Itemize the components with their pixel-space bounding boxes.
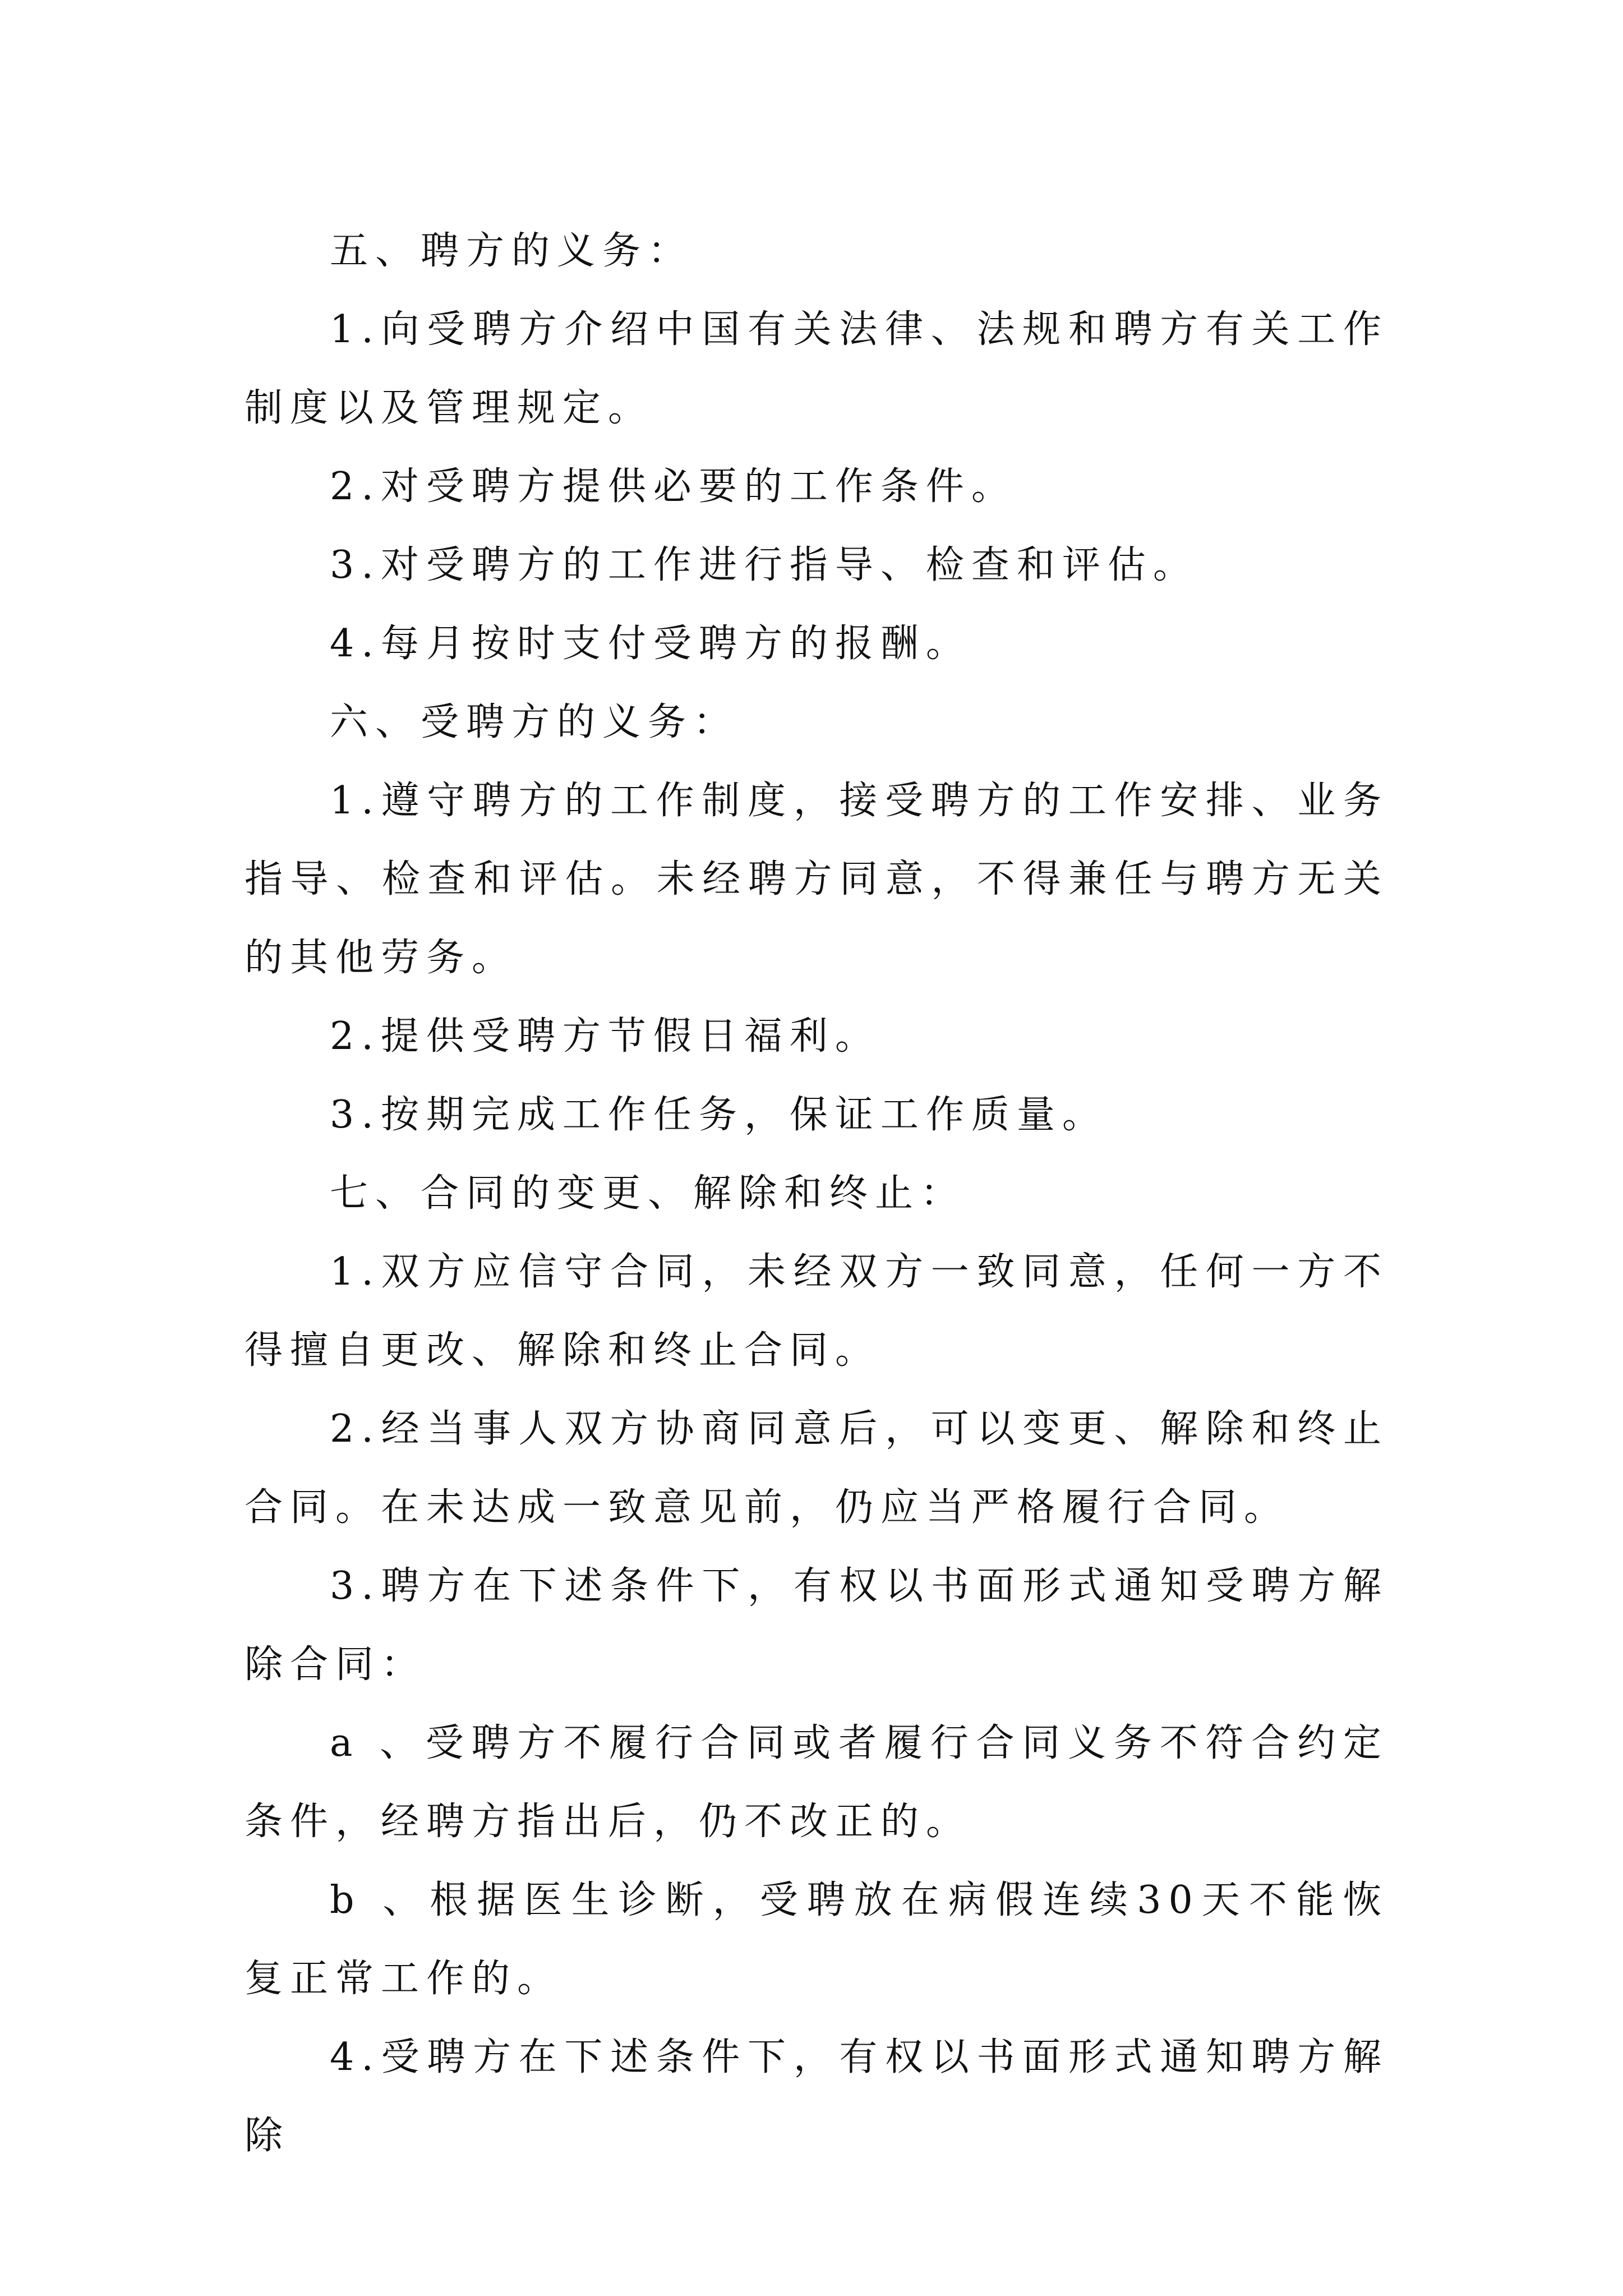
clause-paragraph: 2.对受聘方提供必要的工作条件。: [330, 464, 1017, 509]
clause-paragraph: 4.受聘方在下述条件下，有权以书面形式通知聘方解除: [245, 2035, 1389, 2158]
clause-paragraph: 1.遵守聘方的工作制度，接受聘方的工作安排、业务指导、检查和评估。未经聘方同意，不得兼任与聘方无关的其他劳务。: [245, 779, 1389, 980]
clause-paragraph: 2.提供受聘方节假日福利。: [330, 1014, 880, 1059]
clause-paragraph: 1.向受聘方介绍中国有关法律、法规和聘方有关工作制度以及管理规定。: [245, 307, 1389, 430]
clause-paragraph: 1.双方应信守合同，未经双方一致同意，任何一方不得擅自更改、解除和终止合同。: [245, 1250, 1389, 1373]
section-heading-employer-duties: 五、聘方的义务：: [330, 229, 694, 273]
sub-clause-paragraph: b 、根据医生诊断，受聘放在病假连续30天不能恢复正常工作的。: [245, 1878, 1389, 2001]
clause-paragraph: 2.经当事人双方协商同意后，可以变更、解除和终止合同。在未达成一致意见前，仍应当严格履行合同。: [245, 1407, 1389, 1530]
clause-paragraph: 4.每月按时支付受聘方的报酬。: [330, 622, 971, 666]
clause-paragraph: 3.对受聘方的工作进行指导、检查和评估。: [330, 543, 1198, 587]
section-heading-employee-duties: 六、受聘方的义务：: [330, 700, 739, 744]
clause-paragraph: 3.聘方在下述条件下，有权以书面形式通知受聘方解除合同：: [245, 1564, 1389, 1687]
section-heading-contract-changes: 七、合同的变更、解除和终止：: [330, 1171, 966, 1216]
clause-paragraph: 3.按期完成工作任务，保证工作质量。: [330, 1093, 1108, 1137]
sub-clause-paragraph: a 、受聘方不履行合同或者履行合同义务不符合约定条件，经聘方指出后，仍不改正的。: [245, 1721, 1389, 1844]
document-body: [245, 212, 1389, 2175]
